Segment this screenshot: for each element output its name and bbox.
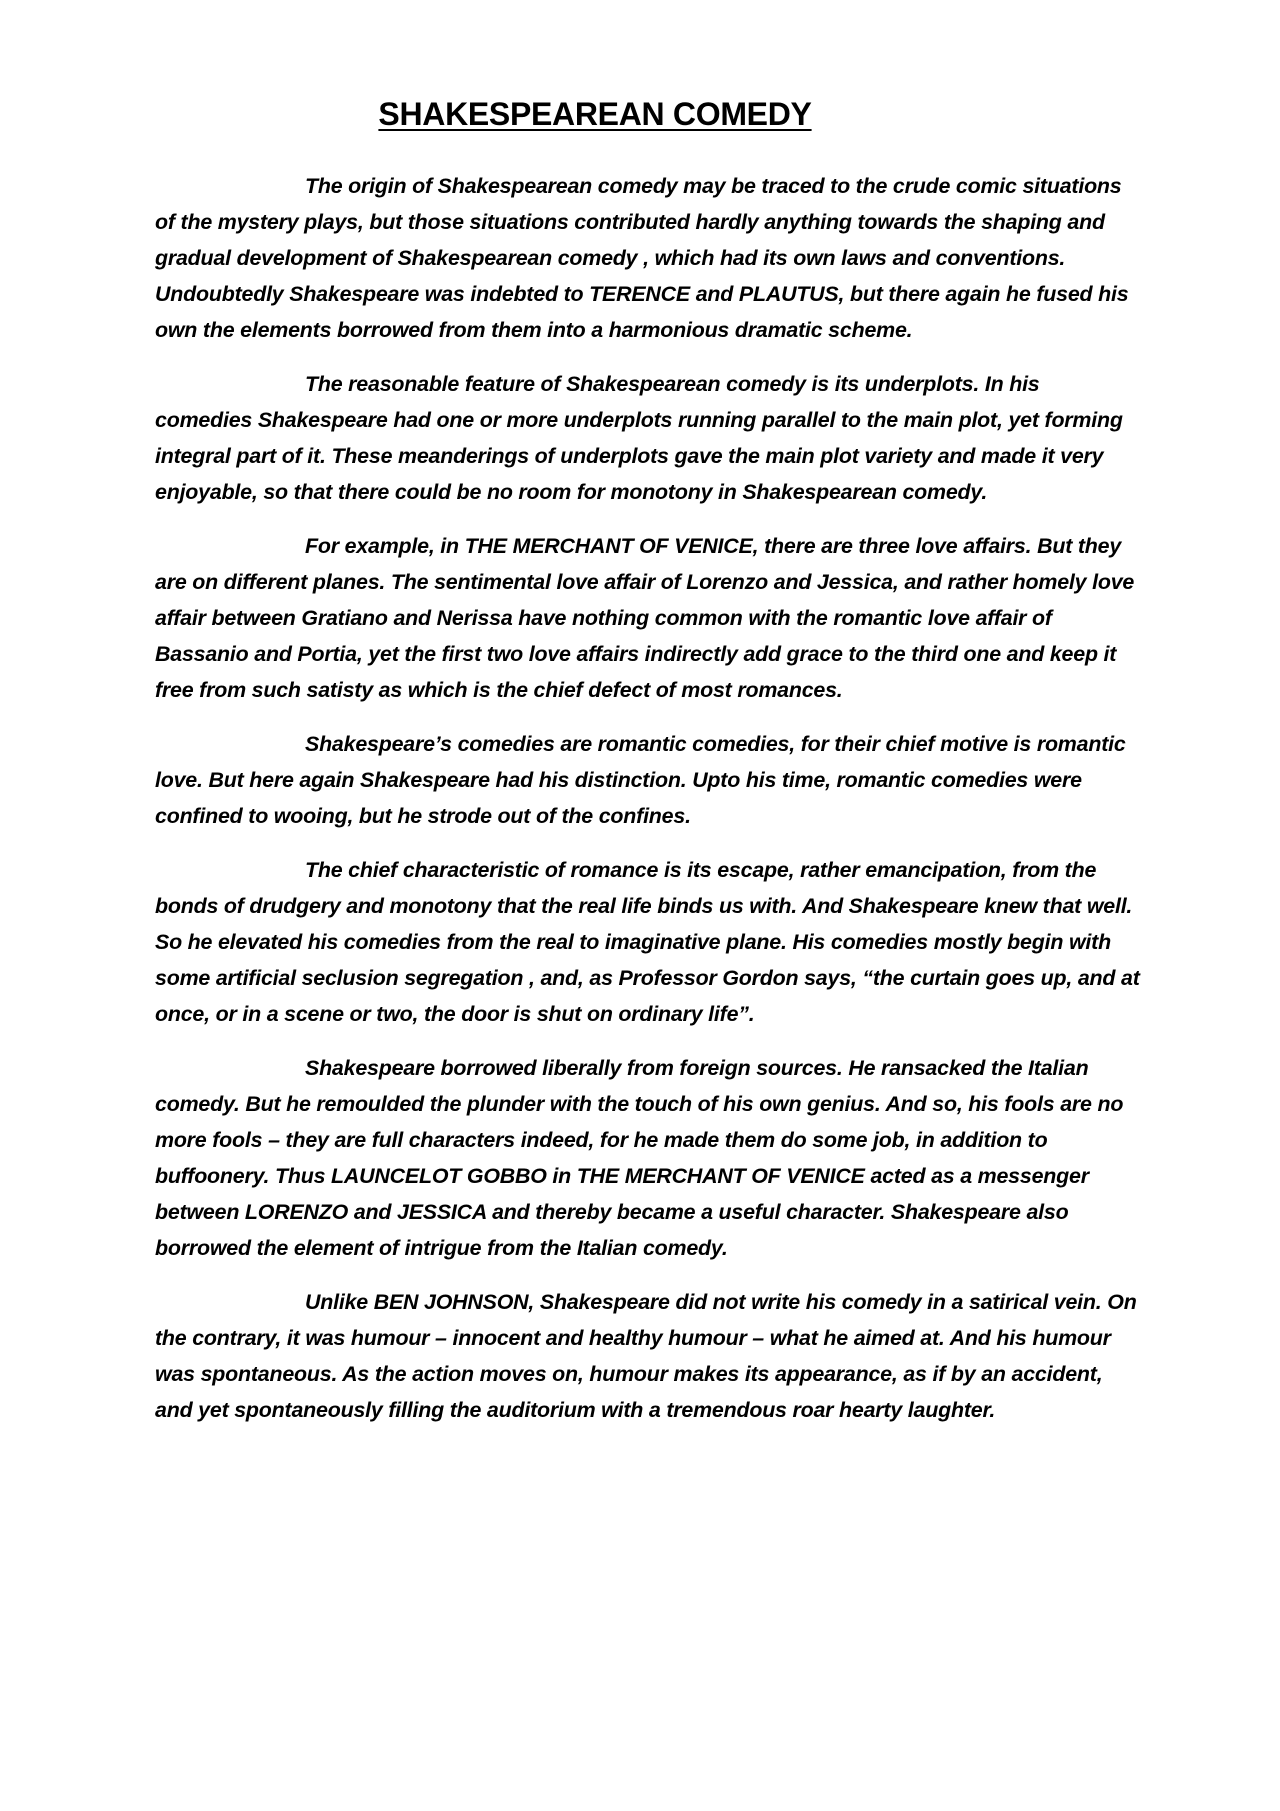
paragraph-humour: Unlike BEN JOHNSON, Shakespeare did not write his comedy in a satirical vein. On the contrary, it was humour – innocent and healthy humour – what he aimed at. And his humour was spontaneous. As the action moves on, humour makes its appearance, as if by an accident, and yet spontaneously filling the auditorium with a tremendous roar hearty laughter. (155, 1290, 1137, 1422)
paragraph-origin: The origin of Shakespearean comedy may be traced to the crude comic situations of the mystery plays, but those situations contributed hardly anything towards the shaping and gradual development of Shakespearean comedy , which had its own laws and conventions. Undoubtedly Shakespeare was indebted to TERENCE and PLAUTUS, but there again he fused his own the elements borrowed from them into a harmonious dramatic scheme. (155, 174, 1129, 342)
paragraph-underplots: The reasonable feature of Shakespearean comedy is its underplots. In his comedies Shakespeare had one or more underplots running parallel to the main plot, yet forming integral part of it. These meanderings of underplots gave the main plot variety and made it very enjoyable, so that there could be no room for monotony in Shakespearean comedy. (155, 372, 1123, 504)
document-title (0, 96, 1190, 133)
paragraph-romance-escape: The chief characteristic of romance is its escape, rather emancipation, from the bonds of drudgery and monotony that the real life binds us with. And Shakespeare knew that well. So he elevated his comedies from the real to imaginative plane. His comedies mostly begin with some artificial seclusion segregation , and, as Professor Gordon says, “the curtain goes up, and at once, or in a scene or two, the door is shut on ordinary life”. (155, 858, 1140, 1026)
paragraph-merchant-example: For example, in THE MERCHANT OF VENICE, there are three love affairs. But they are on different planes. The sentimental love affair of Lorenzo and Jessica, and rather homely love affair between Gratiano and Nerissa have nothing common with the romantic love affair of Bassanio and Portia, yet the first two love affairs indirectly add grace to the third one and keep it free from such satisty as which is the chief defect of most romances. (155, 534, 1135, 702)
paragraph-romantic-comedies: Shakespeare’s comedies are romantic comedies, for their chief motive is romantic love. But here again Shakespeare had his distinction. Upto his time, romantic comedies were confined to wooing, but he strode out of the confines. (155, 732, 1126, 828)
document-title-text: SHAKESPEAREAN COMEDY (378, 96, 812, 132)
document-body (155, 168, 1140, 1446)
paragraph-foreign-sources: Shakespeare borrowed liberally from foreign sources. He ransacked the Italian comedy. But he remoulded the plunder with the touch of his own genius. And so, his fools are no more fools – they are full characters indeed, for he made them do some job, in addition to buffoonery. Thus LAUNCELOT GOBBO in THE MERCHANT OF VENICE acted as a messenger between LORENZO and JESSICA and thereby became a useful character. Shakespeare also borrowed the element of intrigue from the Italian comedy. (155, 1056, 1124, 1260)
